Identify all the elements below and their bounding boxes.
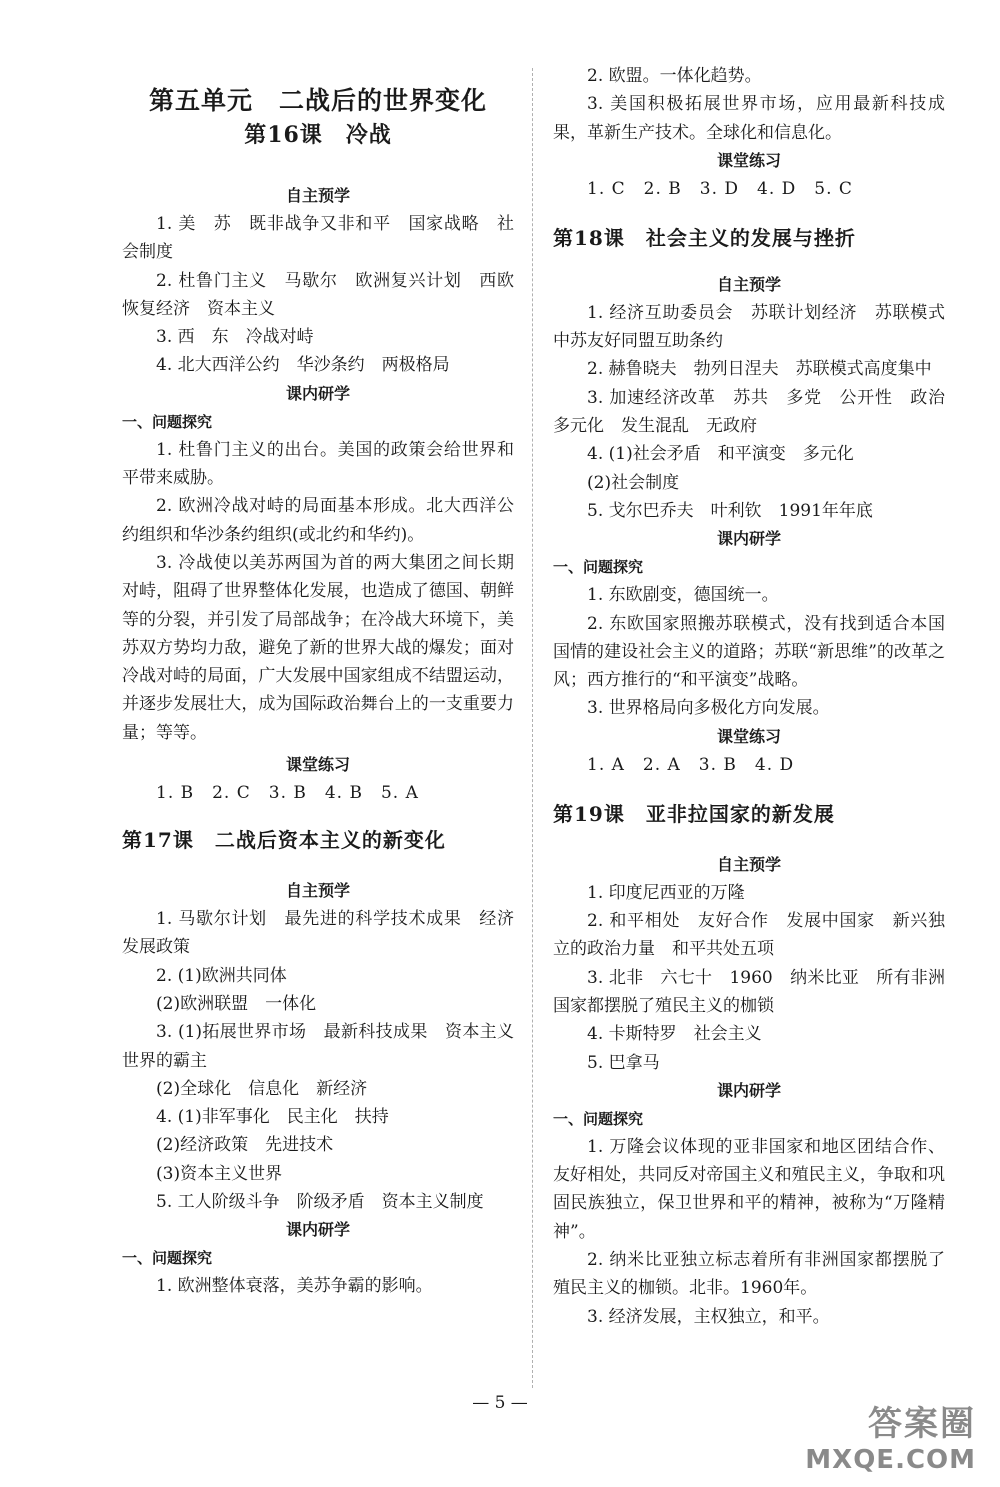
lesson19-inquiry-item: 3. 经济发展，主权独立，和平。 [587,1306,830,1327]
lesson16-preview-heading: 自主预学 [285,186,350,205]
lesson16-preview-item: 3. 西 东 冷战对峙 [156,327,314,348]
lesson18-study-heading: 课内研学 [716,529,781,549]
right-column [553,62,962,1331]
lesson19-inquiry-heading: 一、问题探究 [553,1109,644,1128]
lesson18-preview-item: 4. (1)社会矛盾 和平演变 多元化 [587,444,854,465]
column-divider [532,68,533,1388]
lesson18-title: 第18课 社会主义的发展与挫折 [553,225,856,250]
lesson19-preview-item: 5. 巴拿马 [587,1052,660,1073]
lesson17-inquiry-item: 2. 欧盟。一体化趋势。 [587,66,762,86]
watermark-url: MXQE.COM [805,1445,976,1475]
lesson17-inquiry-item: 3. 美国积极拓展世界市场，应用最新科技成果，革新生产技术。全球化和信息化。 [553,94,945,143]
lesson16-practice-heading: 课堂练习 [285,755,350,775]
lesson19-inquiry-item: 1. 万隆会议体现的亚非国家和地区团结合作、友好相处，共同反对帝国主义和殖民主义，争取和巩固民族独立，保卫世界和平的精神，被称为“万隆精神”。 [553,1136,945,1242]
lesson16-preview-item: 1. 美 苏 既非战争又非和平 国家战略 社会制度 [122,214,514,263]
lesson19-preview-item: 3. 北非 六七十 1960 纳米比亚 所有非洲国家都摆脱了殖民主义的枷锁 [553,967,945,1016]
lesson17-preview-item: (3)资本主义世界 [156,1163,283,1184]
lesson18-preview-item: (2)社会制度 [587,472,680,493]
lesson17-preview-item: 3. (1)拓展世界市场 最新科技成果 资本主义世界的霸主 [122,1022,514,1071]
lesson19-preview-item: 4. 卡斯特罗 社会主义 [587,1024,762,1045]
lesson17-preview-item: 1. 马歇尔计划 最先进的科学技术成果 经济发展政策 [122,909,514,958]
lesson17-preview-item: (2)欧洲联盟 一体化 [156,993,317,1014]
left-column [122,62,514,1301]
lesson19-study-heading: 课内研学 [716,1080,781,1100]
lesson17-preview-heading: 自主预学 [285,881,350,901]
lesson16-study-heading: 课内研学 [285,383,350,403]
lesson17-preview-item: 5. 工人阶级斗争 阶级矛盾 资本主义制度 [156,1192,484,1213]
watermark-logo: 答案圈 [868,1404,976,1444]
lesson18-preview-item: 1. 经济互助委员会 苏联计划经济 苏联模式 中苏友好同盟互助条约 [553,302,962,352]
lesson17-study-heading: 课内研学 [285,1220,350,1240]
lesson18-preview-item: 5. 戈尔巴乔夫 叶利钦 1991年年底 [587,500,873,521]
lesson17-practice-heading: 课堂练习 [716,150,781,170]
lesson17-practice-answers: 1. C 2. B 3. D 4. D 5. C [587,178,853,199]
lesson18-preview-item: 2. 赫鲁晓夫 勃列日涅夫 苏联模式高度集中 [587,359,932,380]
lesson19-preview-heading: 自主预学 [716,854,781,874]
lesson19-preview-item: 1. 印度尼西亚的万隆 [587,882,745,903]
lesson16-preview-item: 4. 北大西洋公约 华沙条约 两极格局 [156,355,450,376]
lesson17-preview-item: (2)全球化 信息化 新经济 [156,1078,368,1099]
lesson19-inquiry-item: 2. 纳米比亚独立标志着所有非洲国家都摆脱了殖民主义的枷锁。北非。1960年。 [553,1250,945,1299]
lesson18-practice-answers: 1. A 2. A 3. B 4. D [587,754,795,775]
unit-title: 第五单元 二战后的世界变化 [148,86,487,115]
lesson16-preview-item: 2. 杜鲁门主义 马歇尔 欧洲复兴计划 西欧恢复经济 资本主义 [122,270,514,319]
lesson17-preview-item: (2)经济政策 先进技术 [156,1135,334,1156]
lesson17-title: 第17课 二战后资本主义的新变化 [122,828,446,853]
lesson18-inquiry-item: 1. 东欧剧变，德国统一。 [587,585,779,606]
lesson16-inquiry-item: 2. 欧洲冷战对峙的局面基本形成。北大西洋公约组织和华沙条约组织(或北约和华约)。 [122,496,514,545]
lesson19-preview-item: 2. 和平相处 友好合作 发展中国家 新兴独立的政治力量 和平共处五项 [553,911,945,960]
lesson17-preview-item: 4. (1)非军事化 民主化 扶持 [156,1107,389,1128]
lesson18-practice-heading: 课堂练习 [716,726,781,746]
watermark [805,1396,976,1475]
lesson18-preview-heading: 自主预学 [716,274,781,294]
lesson16-practice-answers: 1. B 2. C 3. B 4. B 5. A [156,783,419,804]
lesson16-inquiry-item: 3. 冷战使以美苏两国为首的两大集团之间长期对峙，阻碍了世界整体化发展，也造成了德国、朝鲜等的分裂，并引发了局部战争；在冷战大环境下，美苏双方势均力敌，避免了新的世界大战的爆发；面对冷战对峙的局面，广大发展中国家组成不结盟运动，并逐步发展壮大，成为国际政治舞台上的一支重要力量；等等。 [122,552,514,743]
lesson16-inquiry-heading: 一、问题探究 [122,412,213,431]
lesson16-title: 第16课 冷战 [244,122,392,148]
lesson18-inquiry-item: 2. 东欧国家照搬苏联模式，没有找到适合本国国情的建设社会主义的道路；苏联“新思维”的改革之风；西方推行的“和平演变”战略。 [553,613,945,691]
lesson18-inquiry-item: 3. 世界格局向多极化方向发展。 [587,698,830,719]
lesson17-inquiry-item: 1. 欧洲整体衰落，美苏争霸的影响。 [156,1276,433,1297]
page-number: — 5 — [472,1393,528,1413]
lesson19-title: 第19课 亚非拉国家的新发展 [553,801,835,826]
lesson16-inquiry-item: 1. 杜鲁门主义的出台。美国的政策会给世界和平带来威胁。 [122,439,514,489]
lesson17-preview-item: 2. (1)欧洲共同体 [156,965,287,986]
lesson18-preview-item: 3. 加速经济改革 苏共 多党 公开性 政治多元化 发生混乱 无政府 [553,387,945,437]
lesson17-inquiry-heading: 一、问题探究 [122,1249,213,1268]
lesson18-inquiry-heading: 一、问题探究 [553,558,644,577]
